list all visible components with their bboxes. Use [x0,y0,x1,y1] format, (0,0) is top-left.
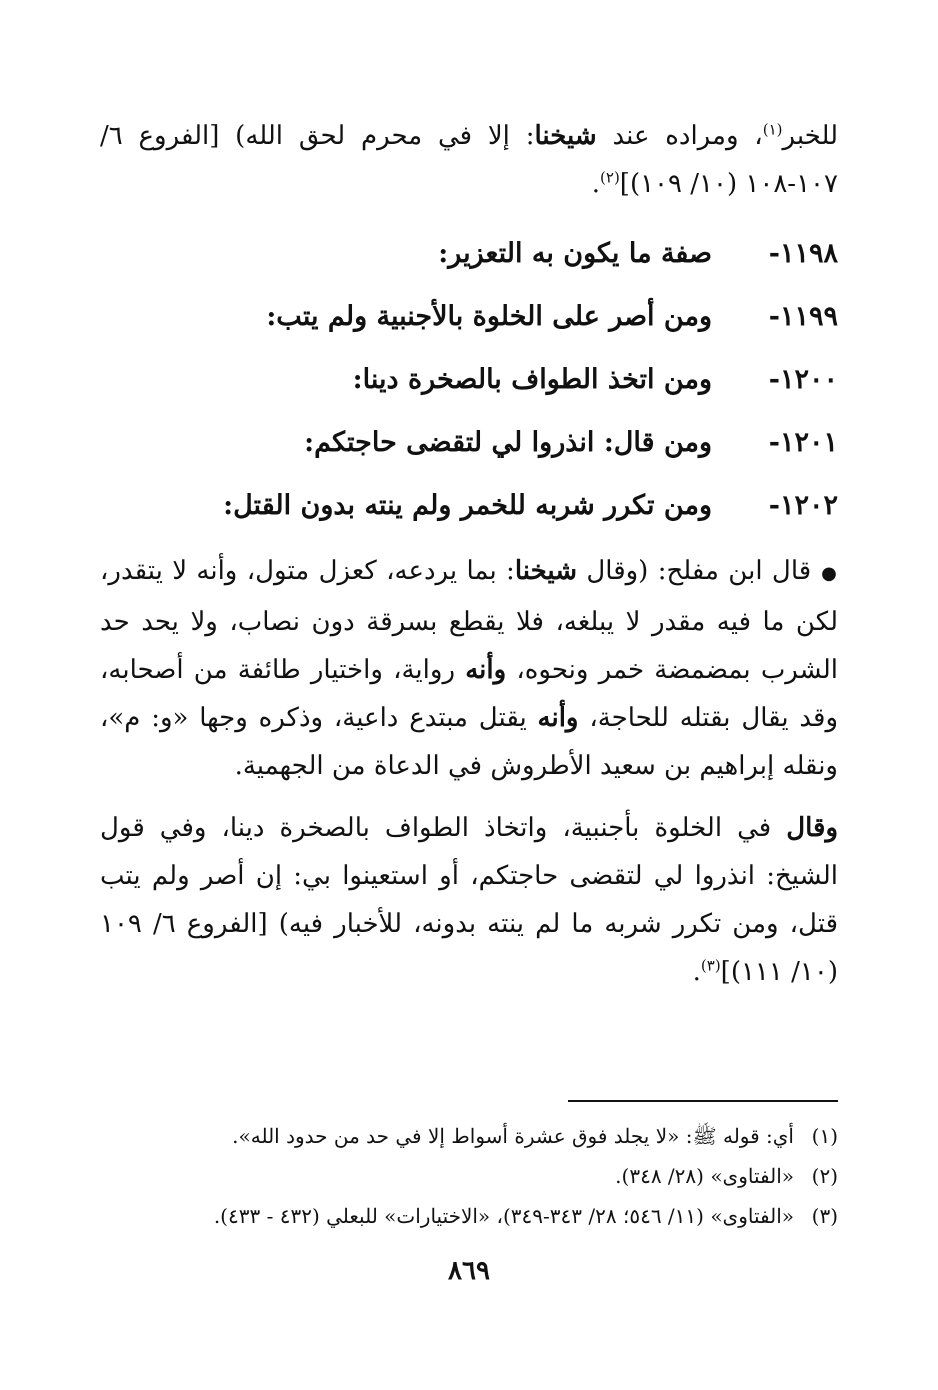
heading-1201 [100,421,838,465]
heading-1199 [100,295,838,339]
footnotes [98,1100,838,1236]
intro-text-c: : إلا في محرم لحق الله) [الفروع ٦/ ١٠٧-١٠٨ (١٠/ ١٠٩)] [100,121,838,199]
heading-number: ١٢٠٢- [768,490,838,521]
heading-text: ومن اتخذ الطواف بالصخرة دينا: [352,364,712,395]
footnote-2 [98,1156,838,1196]
heading-number: ١١٩٨- [768,238,838,269]
bullet-icon: ● [821,563,838,584]
footnote-text: «الفتاوى» (٢٨/ ٣٤٨). [615,1164,794,1188]
footnote-number: (٢) [811,1164,838,1188]
footnote-3 [98,1196,838,1236]
para2-bold-1: وقال [786,813,838,843]
intro-text-a: للخبر [782,121,838,151]
footnote-number: (٣) [811,1204,838,1228]
heading-text: صفة ما يكون به التعزير: [438,238,712,269]
para1-text-d: يقتل مبتدع داعية، وذكره وجها «و: م»، ونقله إبراهيم بن سعيد الأطروش في الدعاة من الجهمية. [100,703,838,781]
heading-1202 [100,484,838,528]
footnote-ref-1: (١) [762,120,783,139]
footnote-divider [568,1100,838,1102]
quote-paragraph-1 [100,547,838,790]
footnote-ref-2: (٢) [600,168,620,187]
intro-end: . [591,169,601,199]
footnote-text: «الفتاوى» (١١/ ٥٤٦؛ ٢٨/ ٣٤٣-٣٤٩)، «الاختيارات» للبعلي (٤٣٢ - ٤٣٣). [213,1204,794,1228]
para1-text-c: رواية، واختيار طائفة من أصحابه، وقد يقال بقتله للحاجة، [100,655,839,733]
para1-bold-3: وأنه [537,703,579,733]
para2-end: . [692,957,701,987]
heading-text: ومن أصر على الخلوة بالأجنبية ولم يتب: [266,301,712,332]
para1-bold-2: وأنه [465,655,507,685]
intro-text-b: ، ومراده عند [596,121,763,151]
page-number: ٨٦٩ [448,1256,490,1286]
intro-bold-word: شيخنا [534,121,597,151]
para1-text-a: قال ابن مفلح: (وقال [577,556,812,586]
quote-paragraph-2 [100,804,838,996]
heading-1198 [100,232,838,276]
para1-text-b: : بما يردعه، كعزل متول، وأنه لا يتقدر، لكن ما فيه مقدر لا يبلغه، فلا يقطع بسرقة دون نصاب، ولا يحد حد الشرب بمضمضة خمر ونحوه، [100,556,838,685]
footnote-text: أي: قوله ﷺ: «لا يجلد فوق عشرة أسواط إلا في حد من حدود الله». [232,1124,794,1148]
heading-text: ومن تكرر شربه للخمر ولم ينته بدون القتل: [223,490,712,521]
footnote-number: (١) [811,1124,838,1148]
heading-number: ١٢٠١- [768,427,838,458]
section-headings [100,232,838,528]
para1-bold-1: شيخنا [514,556,578,586]
footnote-ref-3: (٣) [700,956,721,975]
heading-number: ١٢٠٠- [768,364,838,395]
footnote-1 [98,1116,838,1156]
heading-number: ١١٩٩- [768,301,838,332]
heading-text: ومن قال: انذروا لي لتقضى حاجتكم: [304,427,712,458]
para2-text-a: في الخلوة بأجنبية، واتخاذ الطواف بالصخرة دينا، وفي قول الشيخ: انذروا لي لتقضى حاجتكم، أو استعينوا بي: إن أصر ولم يتب قتل، ومن تكرر شربه ما لم ينته بدونه، للأخبار فيه) [الفروع ٦/ ١٠٩ (١٠/ ١١١)] [100,813,838,987]
intro-paragraph [100,112,838,208]
heading-1200 [100,358,838,402]
